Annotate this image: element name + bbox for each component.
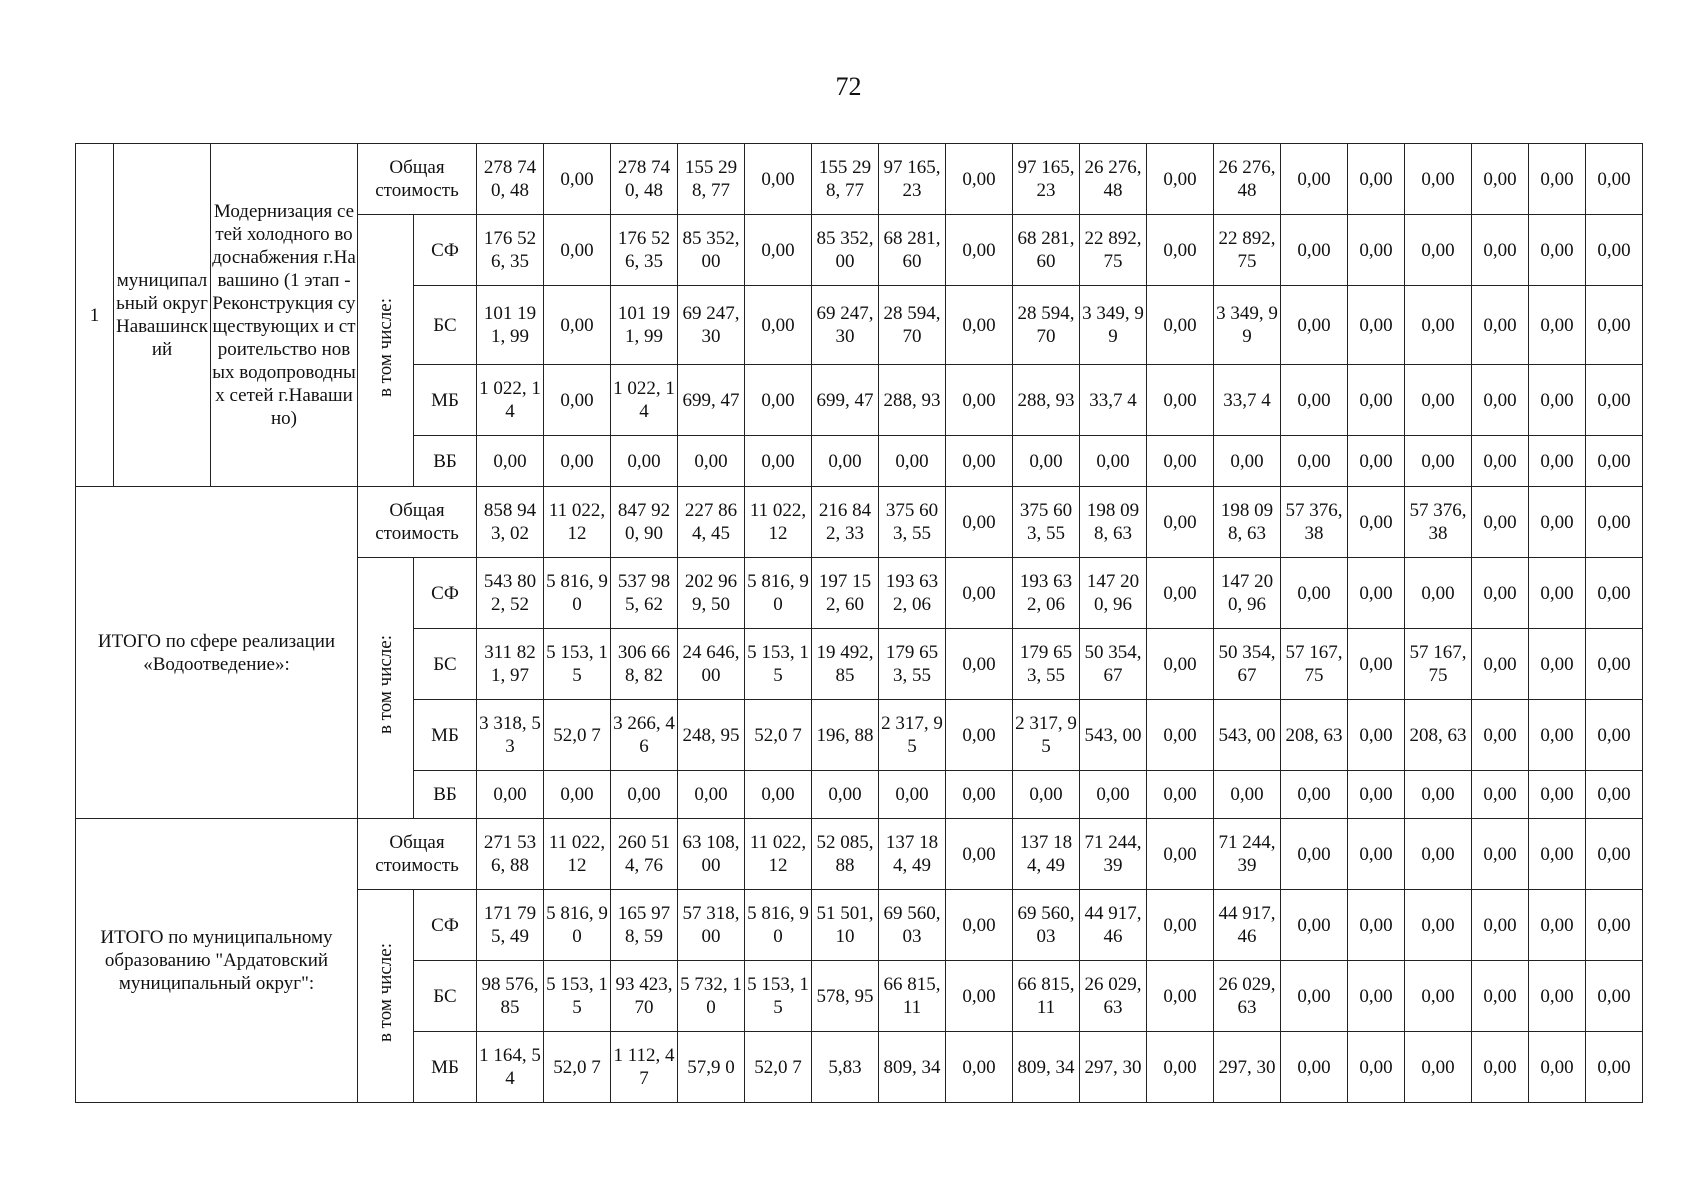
value-cell: 68 281, 60 [1013,215,1080,286]
value-cell: 297, 30 [1214,1032,1281,1103]
value-cell: 0,00 [477,436,544,487]
value-cell: 69 560, 03 [1013,890,1080,961]
value-cell: 0,00 [1586,819,1643,890]
value-cell: 0,00 [1405,558,1472,629]
value-cell: 0,00 [1405,819,1472,890]
table-row [76,819,1643,890]
value-cell: 147 200, 96 [1080,558,1147,629]
funding-source-label: МБ [414,700,477,771]
value-cell: 5 153, 15 [745,629,812,700]
value-cell: 57 167, 75 [1281,629,1348,700]
value-cell: 0,00 [1147,771,1214,819]
value-cell: 0,00 [1586,436,1643,487]
value-cell: 0,00 [745,771,812,819]
value-cell: 0,00 [1472,629,1529,700]
funding-table [75,143,1643,1103]
value-cell: 0,00 [1348,144,1405,215]
value-cell: 176 526, 35 [611,215,678,286]
value-cell: 0,00 [1472,144,1529,215]
value-cell: 101 191, 99 [611,286,678,365]
value-cell: 57 376, 38 [1405,487,1472,558]
value-cell: 0,00 [1529,961,1586,1032]
value-cell: 0,00 [1348,487,1405,558]
value-cell: 3 318, 53 [477,700,544,771]
value-cell: 0,00 [1586,215,1643,286]
value-cell: 5,83 [812,1032,879,1103]
value-cell: 68 281, 60 [879,215,946,286]
value-cell: 66 815, 11 [879,961,946,1032]
value-cell: 196, 88 [812,700,879,771]
value-cell: 0,00 [1529,215,1586,286]
section-label: ИТОГО по муниципальному образованию "Ардатовский муниципальный округ": [76,819,358,1103]
value-cell: 0,00 [1147,629,1214,700]
value-cell: 197 152, 60 [812,558,879,629]
value-cell: 0,00 [1586,961,1643,1032]
value-cell: 0,00 [1472,487,1529,558]
value-cell: 0,00 [1214,436,1281,487]
value-cell: 0,00 [1348,629,1405,700]
subgroup-label-text: в том числе: [375,943,396,1043]
total-cost-label: Общая стоимость [358,819,477,890]
value-cell: 0,00 [1147,558,1214,629]
value-cell: 0,00 [1586,629,1643,700]
value-cell: 0,00 [1472,215,1529,286]
value-cell: 0,00 [946,700,1013,771]
total-cost-label: Общая стоимость [358,144,477,215]
value-cell: 71 244, 39 [1080,819,1147,890]
value-cell: 0,00 [1281,1032,1348,1103]
value-cell: 202 969, 50 [678,558,745,629]
value-cell: 171 795, 49 [477,890,544,961]
value-cell: 0,00 [879,771,946,819]
value-cell: 147 200, 96 [1214,558,1281,629]
funding-source-label: ВБ [414,436,477,487]
value-cell: 165 978, 59 [611,890,678,961]
table-row [76,487,1643,558]
value-cell: 0,00 [946,890,1013,961]
value-cell: 101 191, 99 [477,286,544,365]
value-cell: 0,00 [678,436,745,487]
funding-source-label: БС [414,961,477,1032]
value-cell: 227 864, 45 [678,487,745,558]
value-cell: 0,00 [1472,558,1529,629]
value-cell: 5 153, 15 [745,961,812,1032]
value-cell: 57,9 0 [678,1032,745,1103]
value-cell: 0,00 [1529,286,1586,365]
value-cell: 0,00 [1586,144,1643,215]
value-cell: 699, 47 [812,365,879,436]
value-cell: 52,0 7 [544,700,611,771]
value-cell: 0,00 [1147,286,1214,365]
value-cell: 0,00 [1147,890,1214,961]
value-cell: 297, 30 [1080,1032,1147,1103]
value-cell: 0,00 [1348,436,1405,487]
value-cell: 176 526, 35 [477,215,544,286]
value-cell: 57 318, 00 [678,890,745,961]
value-cell: 699, 47 [678,365,745,436]
value-cell: 137 184, 49 [879,819,946,890]
value-cell: 0,00 [1586,771,1643,819]
value-cell: 0,00 [544,215,611,286]
value-cell: 5 816, 90 [745,890,812,961]
funding-source-label: БС [414,629,477,700]
value-cell: 809, 34 [1013,1032,1080,1103]
value-cell: 0,00 [745,365,812,436]
value-cell: 1 022, 14 [477,365,544,436]
funding-source-label: СФ [414,558,477,629]
funding-source-label: МБ [414,365,477,436]
value-cell: 1 022, 14 [611,365,678,436]
value-cell: 3 349, 99 [1214,286,1281,365]
value-cell: 0,00 [1405,890,1472,961]
table-row [76,144,1643,215]
value-cell: 278 740, 48 [611,144,678,215]
value-cell: 0,00 [1147,961,1214,1032]
value-cell: 52,0 7 [745,1032,812,1103]
funding-source-label: СФ [414,215,477,286]
value-cell: 0,00 [1348,819,1405,890]
value-cell: 0,00 [1586,890,1643,961]
value-cell: 0,00 [946,365,1013,436]
value-cell: 0,00 [879,436,946,487]
value-cell: 63 108, 00 [678,819,745,890]
value-cell: 208, 63 [1405,700,1472,771]
value-cell: 0,00 [1348,365,1405,436]
value-cell: 0,00 [1281,961,1348,1032]
value-cell: 1 112, 47 [611,1032,678,1103]
value-cell: 51 501, 10 [812,890,879,961]
value-cell: 0,00 [1586,558,1643,629]
value-cell: 0,00 [1529,771,1586,819]
value-cell: 0,00 [1147,365,1214,436]
value-cell: 208, 63 [1281,700,1348,771]
value-cell: 11 022, 12 [745,819,812,890]
value-cell: 216 842, 33 [812,487,879,558]
value-cell: 543 802, 52 [477,558,544,629]
value-cell: 0,00 [1214,771,1281,819]
value-cell: 0,00 [745,144,812,215]
value-cell: 85 352, 00 [678,215,745,286]
value-cell: 0,00 [1529,365,1586,436]
value-cell: 11 022, 12 [745,487,812,558]
value-cell: 0,00 [745,286,812,365]
value-cell: 0,00 [946,1032,1013,1103]
value-cell: 537 985, 62 [611,558,678,629]
value-cell: 85 352, 00 [812,215,879,286]
value-cell: 0,00 [1147,700,1214,771]
item-number: 1 [76,144,114,487]
value-cell: 26 276, 48 [1080,144,1147,215]
value-cell: 52,0 7 [544,1032,611,1103]
value-cell: 0,00 [544,144,611,215]
value-cell: 3 266, 46 [611,700,678,771]
value-cell: 1 164, 54 [477,1032,544,1103]
value-cell: 0,00 [1281,365,1348,436]
value-cell: 0,00 [1281,436,1348,487]
value-cell: 71 244, 39 [1214,819,1281,890]
value-cell: 26 029, 63 [1080,961,1147,1032]
value-cell: 0,00 [1147,487,1214,558]
value-cell: 0,00 [1472,1032,1529,1103]
value-cell: 0,00 [1405,215,1472,286]
value-cell: 0,00 [1586,286,1643,365]
value-cell: 22 892, 75 [1214,215,1281,286]
value-cell: 0,00 [678,771,745,819]
value-cell: 52,0 7 [745,700,812,771]
value-cell: 0,00 [745,436,812,487]
value-cell: 97 165, 23 [1013,144,1080,215]
value-cell: 0,00 [1348,771,1405,819]
value-cell: 0,00 [1586,365,1643,436]
value-cell: 0,00 [1147,819,1214,890]
value-cell: 33,7 4 [1214,365,1281,436]
value-cell: 97 165, 23 [879,144,946,215]
value-cell: 0,00 [1405,961,1472,1032]
value-cell: 5 153, 15 [544,629,611,700]
funding-source-label: СФ [414,890,477,961]
value-cell: 0,00 [946,436,1013,487]
value-cell: 0,00 [1472,365,1529,436]
value-cell: 179 653, 55 [1013,629,1080,700]
value-cell: 0,00 [1348,286,1405,365]
value-cell: 24 646, 00 [678,629,745,700]
value-cell: 278 740, 48 [477,144,544,215]
value-cell: 0,00 [544,286,611,365]
value-cell: 66 815, 11 [1013,961,1080,1032]
value-cell: 2 317, 95 [879,700,946,771]
value-cell: 69 247, 30 [678,286,745,365]
value-cell: 0,00 [1529,700,1586,771]
value-cell: 0,00 [812,771,879,819]
value-cell: 0,00 [1348,890,1405,961]
value-cell: 0,00 [1472,436,1529,487]
subgroup-label [358,890,414,1103]
value-cell: 0,00 [1281,286,1348,365]
value-cell: 28 594, 70 [879,286,946,365]
value-cell: 0,00 [1529,144,1586,215]
municipality-cell: муниципальный округ Навашинский [114,144,211,487]
value-cell: 0,00 [1405,436,1472,487]
value-cell: 0,00 [1013,771,1080,819]
page-number: 72 [835,72,862,101]
object-name-cell: Модернизация сетей холодного водоснабжения г.Навашино (1 этап - Реконструкция существующих и строительство новых водопроводных сетей г.Навашино) [211,144,358,487]
value-cell: 0,00 [812,436,879,487]
value-cell: 179 653, 55 [879,629,946,700]
value-cell: 311 821, 97 [477,629,544,700]
value-cell: 0,00 [1405,771,1472,819]
value-cell: 44 917, 46 [1214,890,1281,961]
value-cell: 306 668, 82 [611,629,678,700]
value-cell: 0,00 [1405,286,1472,365]
value-cell: 0,00 [1529,487,1586,558]
value-cell: 11 022, 12 [544,487,611,558]
funding-source-label: ВБ [414,771,477,819]
value-cell: 0,00 [1586,1032,1643,1103]
value-cell: 375 603, 55 [1013,487,1080,558]
value-cell: 98 576, 85 [477,961,544,1032]
total-cost-label: Общая стоимость [358,487,477,558]
value-cell: 0,00 [946,771,1013,819]
value-cell: 0,00 [544,436,611,487]
value-cell: 0,00 [1281,558,1348,629]
value-cell: 2 317, 95 [1013,700,1080,771]
value-cell: 0,00 [946,144,1013,215]
value-cell: 543, 00 [1214,700,1281,771]
value-cell: 0,00 [611,436,678,487]
value-cell: 847 920, 90 [611,487,678,558]
value-cell: 5 816, 90 [544,890,611,961]
value-cell: 0,00 [1013,436,1080,487]
value-cell: 0,00 [1529,436,1586,487]
value-cell: 260 514, 76 [611,819,678,890]
value-cell: 155 298, 77 [678,144,745,215]
value-cell: 0,00 [745,215,812,286]
value-cell: 248, 95 [678,700,745,771]
value-cell: 198 098, 63 [1214,487,1281,558]
value-cell: 0,00 [1348,558,1405,629]
value-cell: 0,00 [1281,215,1348,286]
value-cell: 0,00 [1348,215,1405,286]
value-cell: 0,00 [544,771,611,819]
value-cell: 0,00 [1586,487,1643,558]
value-cell: 0,00 [946,629,1013,700]
value-cell: 33,7 4 [1080,365,1147,436]
funding-source-label: БС [414,286,477,365]
value-cell: 69 247, 30 [812,286,879,365]
value-cell: 0,00 [1348,961,1405,1032]
value-cell: 193 632, 06 [879,558,946,629]
value-cell: 5 153, 15 [544,961,611,1032]
section-label: ИТОГО по сфере реализации «Водоотведение»: [76,487,358,819]
subgroup-label-text: в том числе: [375,635,396,735]
value-cell: 0,00 [477,771,544,819]
value-cell: 0,00 [611,771,678,819]
value-cell: 19 492, 85 [812,629,879,700]
value-cell: 0,00 [1080,436,1147,487]
subgroup-label-text: в том числе: [375,297,396,398]
value-cell: 0,00 [1147,1032,1214,1103]
value-cell: 5 816, 90 [745,558,812,629]
value-cell: 52 085, 88 [812,819,879,890]
value-cell: 0,00 [946,558,1013,629]
value-cell: 0,00 [946,961,1013,1032]
value-cell: 0,00 [1348,1032,1405,1103]
value-cell: 198 098, 63 [1080,487,1147,558]
value-cell: 288, 93 [879,365,946,436]
value-cell: 0,00 [1529,819,1586,890]
value-cell: 0,00 [1529,890,1586,961]
value-cell: 0,00 [1472,890,1529,961]
value-cell: 0,00 [1281,819,1348,890]
value-cell: 0,00 [1472,819,1529,890]
value-cell: 0,00 [1586,700,1643,771]
value-cell: 193 632, 06 [1013,558,1080,629]
value-cell: 93 423, 70 [611,961,678,1032]
value-cell: 0,00 [1472,700,1529,771]
value-cell: 22 892, 75 [1080,215,1147,286]
value-cell: 0,00 [1147,436,1214,487]
value-cell: 5 732, 10 [678,961,745,1032]
value-cell: 3 349, 99 [1080,286,1147,365]
value-cell: 0,00 [946,286,1013,365]
value-cell: 0,00 [1472,771,1529,819]
value-cell: 0,00 [1405,1032,1472,1103]
subgroup-label [358,558,414,819]
value-cell: 375 603, 55 [879,487,946,558]
value-cell: 0,00 [1529,629,1586,700]
value-cell: 0,00 [1472,286,1529,365]
value-cell: 5 816, 90 [544,558,611,629]
value-cell: 0,00 [544,365,611,436]
value-cell: 0,00 [1281,771,1348,819]
value-cell: 858 943, 02 [477,487,544,558]
value-cell: 11 022, 12 [544,819,611,890]
value-cell: 0,00 [1405,365,1472,436]
value-cell: 271 536, 88 [477,819,544,890]
value-cell: 57 376, 38 [1281,487,1348,558]
value-cell: 0,00 [1529,1032,1586,1103]
value-cell: 0,00 [1080,771,1147,819]
value-cell: 57 167, 75 [1405,629,1472,700]
value-cell: 578, 95 [812,961,879,1032]
value-cell: 288, 93 [1013,365,1080,436]
value-cell: 809, 34 [879,1032,946,1103]
value-cell: 137 184, 49 [1013,819,1080,890]
value-cell: 0,00 [1405,144,1472,215]
value-cell: 50 354, 67 [1214,629,1281,700]
value-cell: 0,00 [946,819,1013,890]
value-cell: 69 560, 03 [879,890,946,961]
value-cell: 543, 00 [1080,700,1147,771]
value-cell: 0,00 [946,487,1013,558]
value-cell: 26 029, 63 [1214,961,1281,1032]
value-cell: 0,00 [1281,890,1348,961]
value-cell: 26 276, 48 [1214,144,1281,215]
value-cell: 0,00 [946,215,1013,286]
value-cell: 0,00 [1472,961,1529,1032]
value-cell: 0,00 [1147,215,1214,286]
value-cell: 0,00 [1281,144,1348,215]
value-cell: 0,00 [1147,144,1214,215]
value-cell: 155 298, 77 [812,144,879,215]
value-cell: 28 594, 70 [1013,286,1080,365]
value-cell: 0,00 [1348,700,1405,771]
value-cell: 44 917, 46 [1080,890,1147,961]
funding-source-label: МБ [414,1032,477,1103]
value-cell: 0,00 [1529,558,1586,629]
value-cell: 50 354, 67 [1080,629,1147,700]
subgroup-label [358,215,414,487]
